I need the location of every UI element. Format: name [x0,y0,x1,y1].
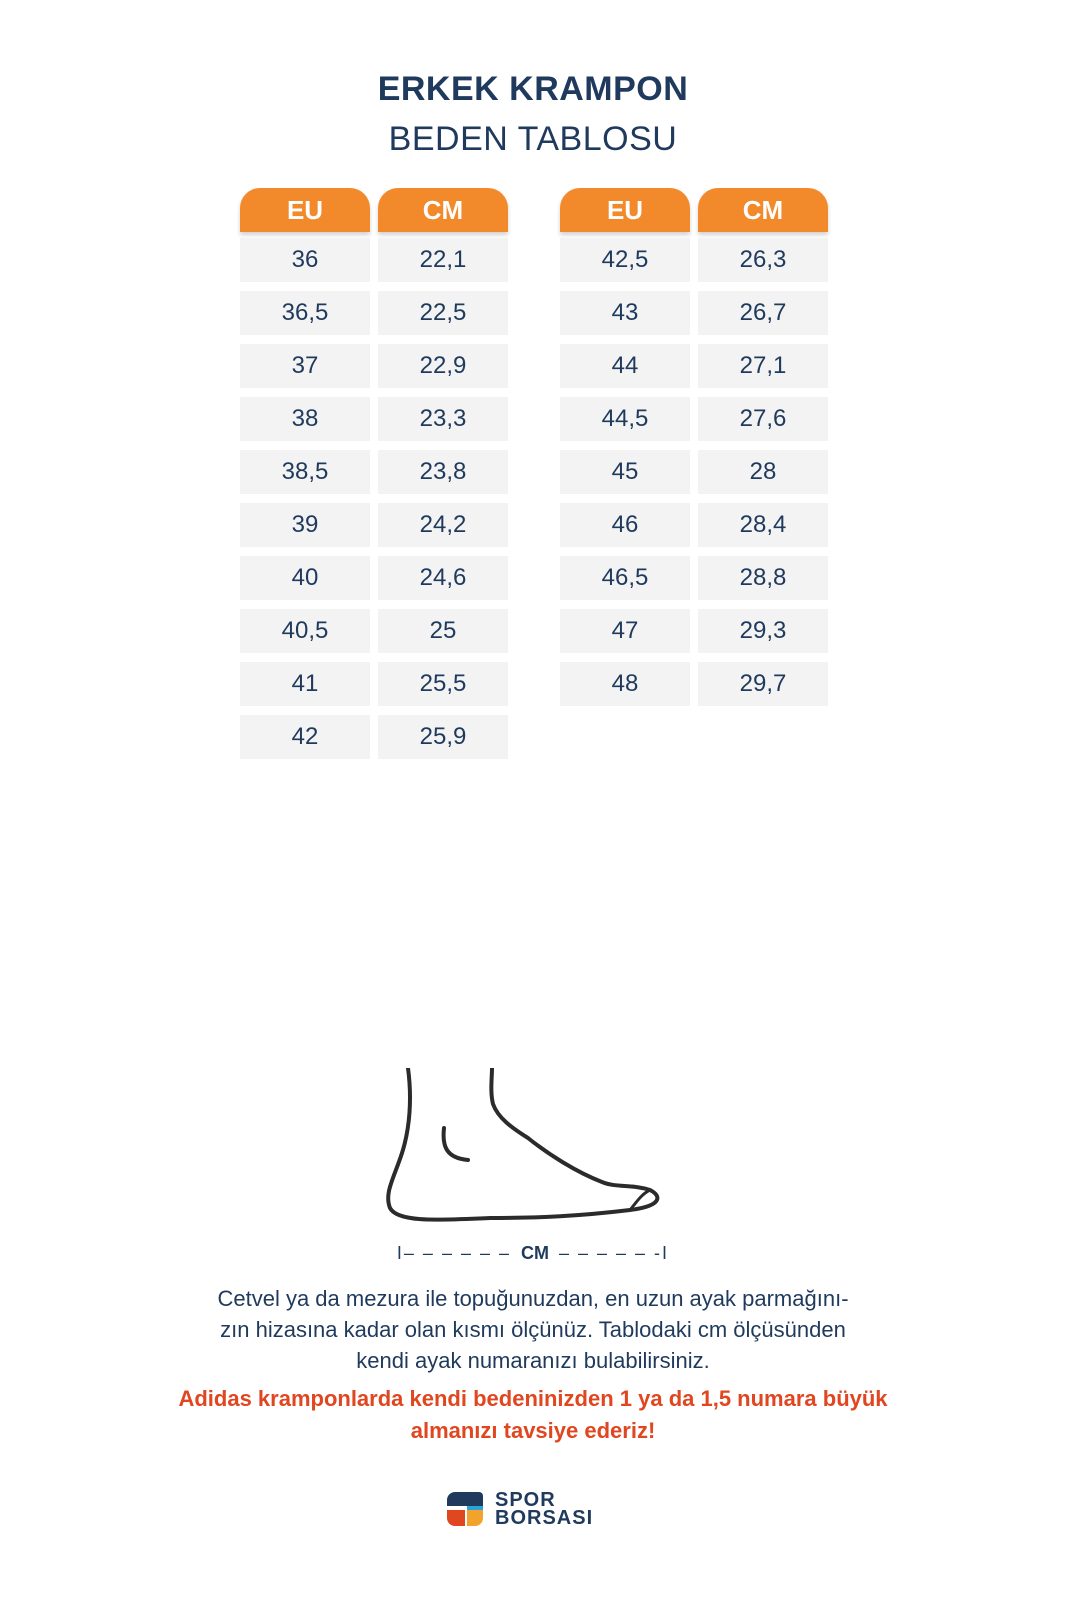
brand-name [495,1491,593,1527]
cm-cell: 25,5 [378,662,508,706]
table-header [240,188,508,232]
table-row [240,238,508,282]
foot-outline-icon [380,1068,680,1228]
cm-cell: 27,6 [698,397,828,441]
table-row [240,450,508,494]
page-title: ERKEK KRAMPON [377,70,689,108]
measure-ruler [0,1243,1066,1264]
header-eu: EU [560,188,690,232]
instruction-line: Cetvel ya da mezura ile topuğunuzdan, en uzun ayak parmağını- [217,1286,849,1311]
header-cm: CM [378,188,508,232]
cm-cell: 28,8 [698,556,828,600]
table-row [240,662,508,706]
table-row [240,715,508,759]
cm-cell: 26,7 [698,291,828,335]
table-row [240,344,508,388]
cm-cell: 24,2 [378,503,508,547]
table-row [240,397,508,441]
size-recommendation-note [140,1383,926,1447]
brand-line: BORSASI [495,1507,594,1529]
eu-cell: 45 [560,450,690,494]
header-cm: CM [698,188,828,232]
ruler-dashes-right: – – – – – -I [559,1243,670,1263]
header-eu: EU [240,188,370,232]
eu-cell: 36 [240,238,370,282]
cm-cell: 25,9 [378,715,508,759]
instruction-line: kendi ayak numaranızı bulabilirsiniz. [356,1348,710,1373]
eu-cell: 46 [560,503,690,547]
table-row [560,397,828,441]
page-subtitle: BEDEN TABLOSU [388,120,678,158]
cm-cell: 22,9 [378,344,508,388]
table-rows [560,238,828,706]
cm-cell: 27,1 [698,344,828,388]
cm-cell: 22,1 [378,238,508,282]
eu-cell: 43 [560,291,690,335]
table-row [560,238,828,282]
eu-cell: 39 [240,503,370,547]
table-row [560,662,828,706]
table-rows [240,238,508,759]
table-row [240,609,508,653]
table-row [560,344,828,388]
spor-borsasi-logo-icon [445,1490,487,1528]
eu-cell: 40 [240,556,370,600]
table-row [560,291,828,335]
cm-cell: 29,3 [698,609,828,653]
warning-line: Adidas kramponlarda kendi bedeninizden 1 ya da 1,5 numara büyük [178,1386,888,1411]
cm-cell: 22,5 [378,291,508,335]
table-row [240,503,508,547]
eu-cell: 44,5 [560,397,690,441]
ruler-label: CM [521,1243,549,1263]
eu-cell: 42 [240,715,370,759]
table-row [560,556,828,600]
eu-cell: 46,5 [560,556,690,600]
cm-cell: 23,8 [378,450,508,494]
table-header [560,188,828,232]
eu-cell: 42,5 [560,238,690,282]
eu-cell: 38,5 [240,450,370,494]
cm-cell: 28 [698,450,828,494]
size-table-left [240,188,508,768]
table-row [560,450,828,494]
ruler-dashes-left: I– – – – – – [396,1243,511,1263]
eu-cell: 36,5 [240,291,370,335]
warning-line: almanızı tavsiye ederiz! [410,1418,656,1443]
instruction-line: zın hizasına kadar olan kısmı ölçünüz. Tablodaki cm ölçüsünden [220,1317,846,1342]
eu-cell: 41 [240,662,370,706]
table-row [560,609,828,653]
size-table-right [560,188,828,715]
eu-cell: 38 [240,397,370,441]
eu-cell: 40,5 [240,609,370,653]
table-row [240,556,508,600]
cm-cell: 24,6 [378,556,508,600]
cm-cell: 28,4 [698,503,828,547]
brand-line: SPOR [495,1489,556,1511]
cm-cell: 23,3 [378,397,508,441]
eu-cell: 44 [560,344,690,388]
table-row [560,503,828,547]
eu-cell: 48 [560,662,690,706]
cm-cell: 26,3 [698,238,828,282]
brand-logo [445,1490,593,1528]
cm-cell: 29,7 [698,662,828,706]
measurement-instructions [150,1283,916,1376]
table-row [240,291,508,335]
eu-cell: 37 [240,344,370,388]
eu-cell: 47 [560,609,690,653]
cm-cell: 25 [378,609,508,653]
